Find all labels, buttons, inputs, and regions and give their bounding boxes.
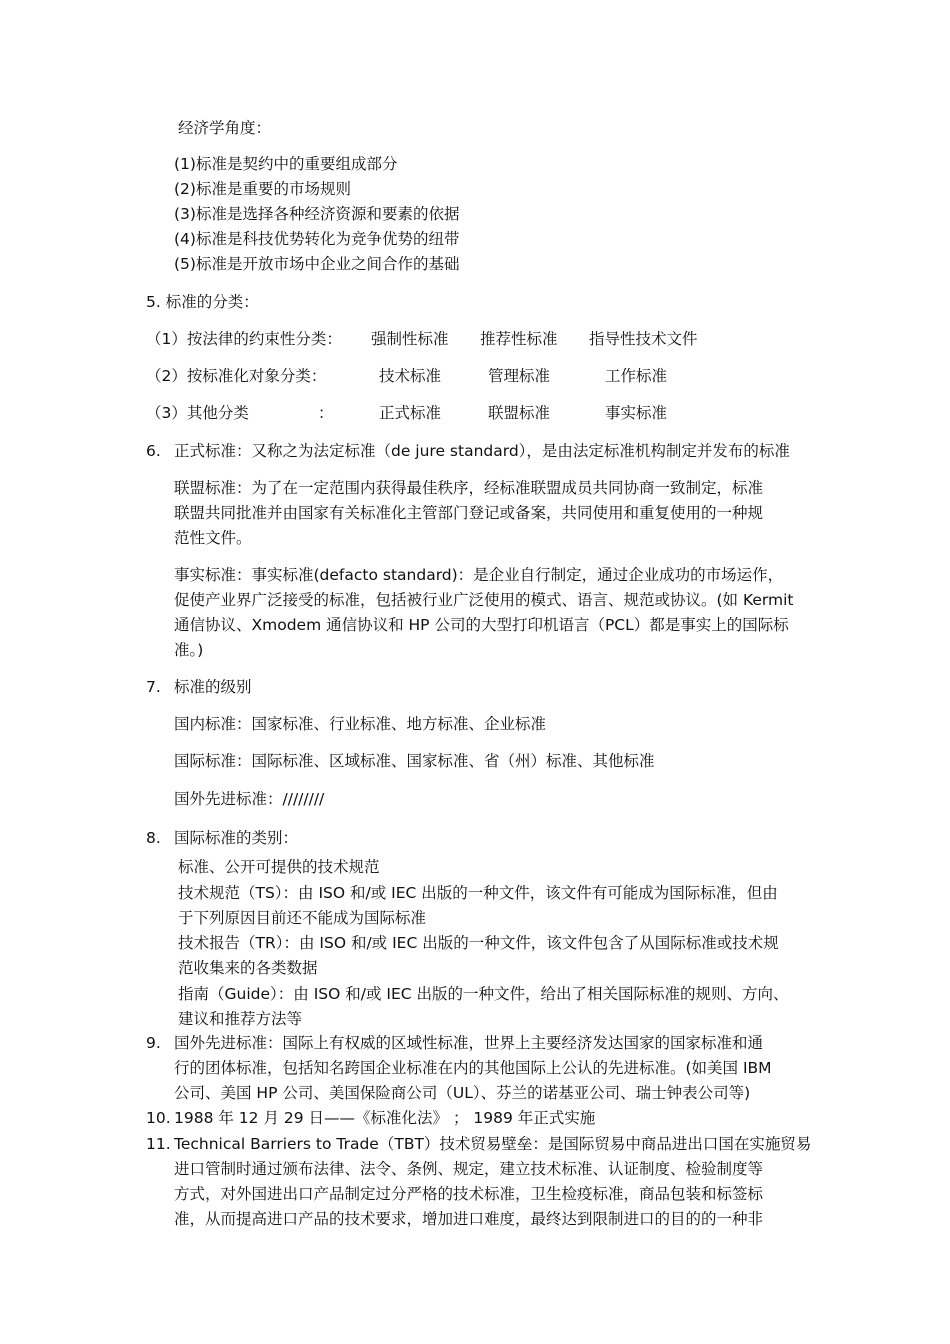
section-8-line: 于下列原因目前还不能成为国际标准 [178,909,427,927]
section-10-text: 1988 年 12 月 29 日——《标准化法》 ； 1989 年正式实施 [174,1109,596,1127]
section-number: 7. [146,678,161,696]
classification-item: 强制性标准 [371,330,449,348]
section-number: 9. [146,1034,161,1052]
foreign-advanced-standards: 国外先进标准：//////// [174,790,325,808]
classification-label: （1）按法律的约束性分类： [146,330,342,348]
section-11-line: 方式，对外国进出口产品制定过分严格的技术标准，卫生检疫标准，商品包装和标签标 [174,1185,764,1203]
section-8-heading: 国际标准的类别： [174,829,299,847]
section-number: 8. [146,829,161,847]
classification-item: 正式标准 [379,404,442,422]
section-number: 6. [146,442,161,460]
classification-item: 工作标准 [605,367,668,385]
classification-item: 管理标准 [488,367,551,385]
classification-item: 技术标准 [379,367,442,385]
formal-standard-text: 正式标准：又称之为法定标准（de jure standard），是由法定标准机构制定并发布的标准 [174,442,790,460]
section-11-line: 进口管制时通过颁布法律、法令、条例、规定，建立技术标准、认证制度、检验制度等 [174,1160,764,1178]
alliance-standard-text: 范性文件。 [174,529,252,547]
defacto-standard-text: 通信协议、Xmodem 通信协议和 HP 公司的大型打印机语言（PCL）都是事实上的国际标 [174,616,789,634]
section-7-heading: 标准的级别 [174,678,252,696]
international-standards: 国际标准：国际标准、区域标准、国家标准、省（州）标准、其他标准 [174,752,655,770]
section-8-line: 技术规范（TS）：由 ISO 和/或 IEC 出版的一种文件，该文件有可能成为国际标准，但由 [178,884,778,902]
section-8-line: 指南（Guide）：由 ISO 和/或 IEC 出版的一种文件，给出了相关国际标准的规则、方向、 [178,985,789,1003]
domestic-standards: 国内标准：国家标准、行业标准、地方标准、企业标准 [174,715,547,733]
alliance-standard-text: 联盟共同批准并由国家有关标准化主管部门登记或备案，共同使用和重复使用的一种规 [174,504,764,522]
econ-item: (2)标准是重要的市场规则 [174,180,351,198]
classification-item: 联盟标准 [488,404,551,422]
classification-colon: ： [318,404,334,422]
section-11-line: Technical Barriers to Trade（TBT）技术贸易壁垒：是国际贸易中商品进出口国在实施贸易 [174,1135,812,1153]
section-number: 10. [146,1109,171,1127]
section-9-line: 国外先进标准：国际上有权威的区域性标准，世界上主要经济发达国家的国家标准和通 [174,1034,764,1052]
econ-item: (4)标准是科技优势转化为竞争优势的纽带 [174,230,460,248]
econ-item: (3)标准是选择各种经济资源和要素的依据 [174,205,460,223]
classification-item: 指导性技术文件 [589,330,698,348]
econ-heading: 经济学角度： [178,119,272,137]
section-5-heading: 5. 标准的分类： [146,293,259,311]
alliance-standard-text: 联盟标准：为了在一定范围内获得最佳秩序，经标准联盟成员共同协商一致制定，标准 [174,479,764,497]
econ-item: (5)标准是开放市场中企业之间合作的基础 [174,255,460,273]
defacto-standard-text: 准。) [174,641,204,659]
classification-item: 推荐性标准 [480,330,558,348]
section-9-line: 行的团体标准，包括知名跨国企业标准在内的其他国际上公认的先进标准。(如美国 IBM [174,1059,772,1077]
defacto-standard-text: 事实标准：事实标准(defacto standard)：是企业自行制定，通过企业成功的市场运作， [174,566,784,584]
section-8-line: 范收集来的各类数据 [178,959,318,977]
section-number: 11. [146,1135,171,1153]
section-8-line: 技术报告（TR）：由 ISO 和/或 IEC 出版的一种文件，该文件包含了从国际标准或技术规 [178,934,779,952]
classification-item: 事实标准 [605,404,668,422]
classification-label: （3）其他分类 [146,404,249,422]
section-8-line: 建议和推荐方法等 [178,1010,303,1028]
section-11-line: 准，从而提高进口产品的技术要求，增加进口难度，最终达到限制进口的目的的一种非 [174,1210,764,1228]
classification-label: （2）按标准化对象分类： [146,367,327,385]
defacto-standard-text: 促使产业界广泛接受的标准，包括被行业广泛使用的模式、语言、规范或协议。(如 Kermit [174,591,794,609]
section-9-line: 公司、美国 HP 公司、美国保险商公司（UL）、芬兰的诺基亚公司、瑞士钟表公司等) [174,1084,751,1102]
section-8-line: 标准、公开可提供的技术规范 [178,858,380,876]
econ-item: (1)标准是契约中的重要组成部分 [174,155,398,173]
